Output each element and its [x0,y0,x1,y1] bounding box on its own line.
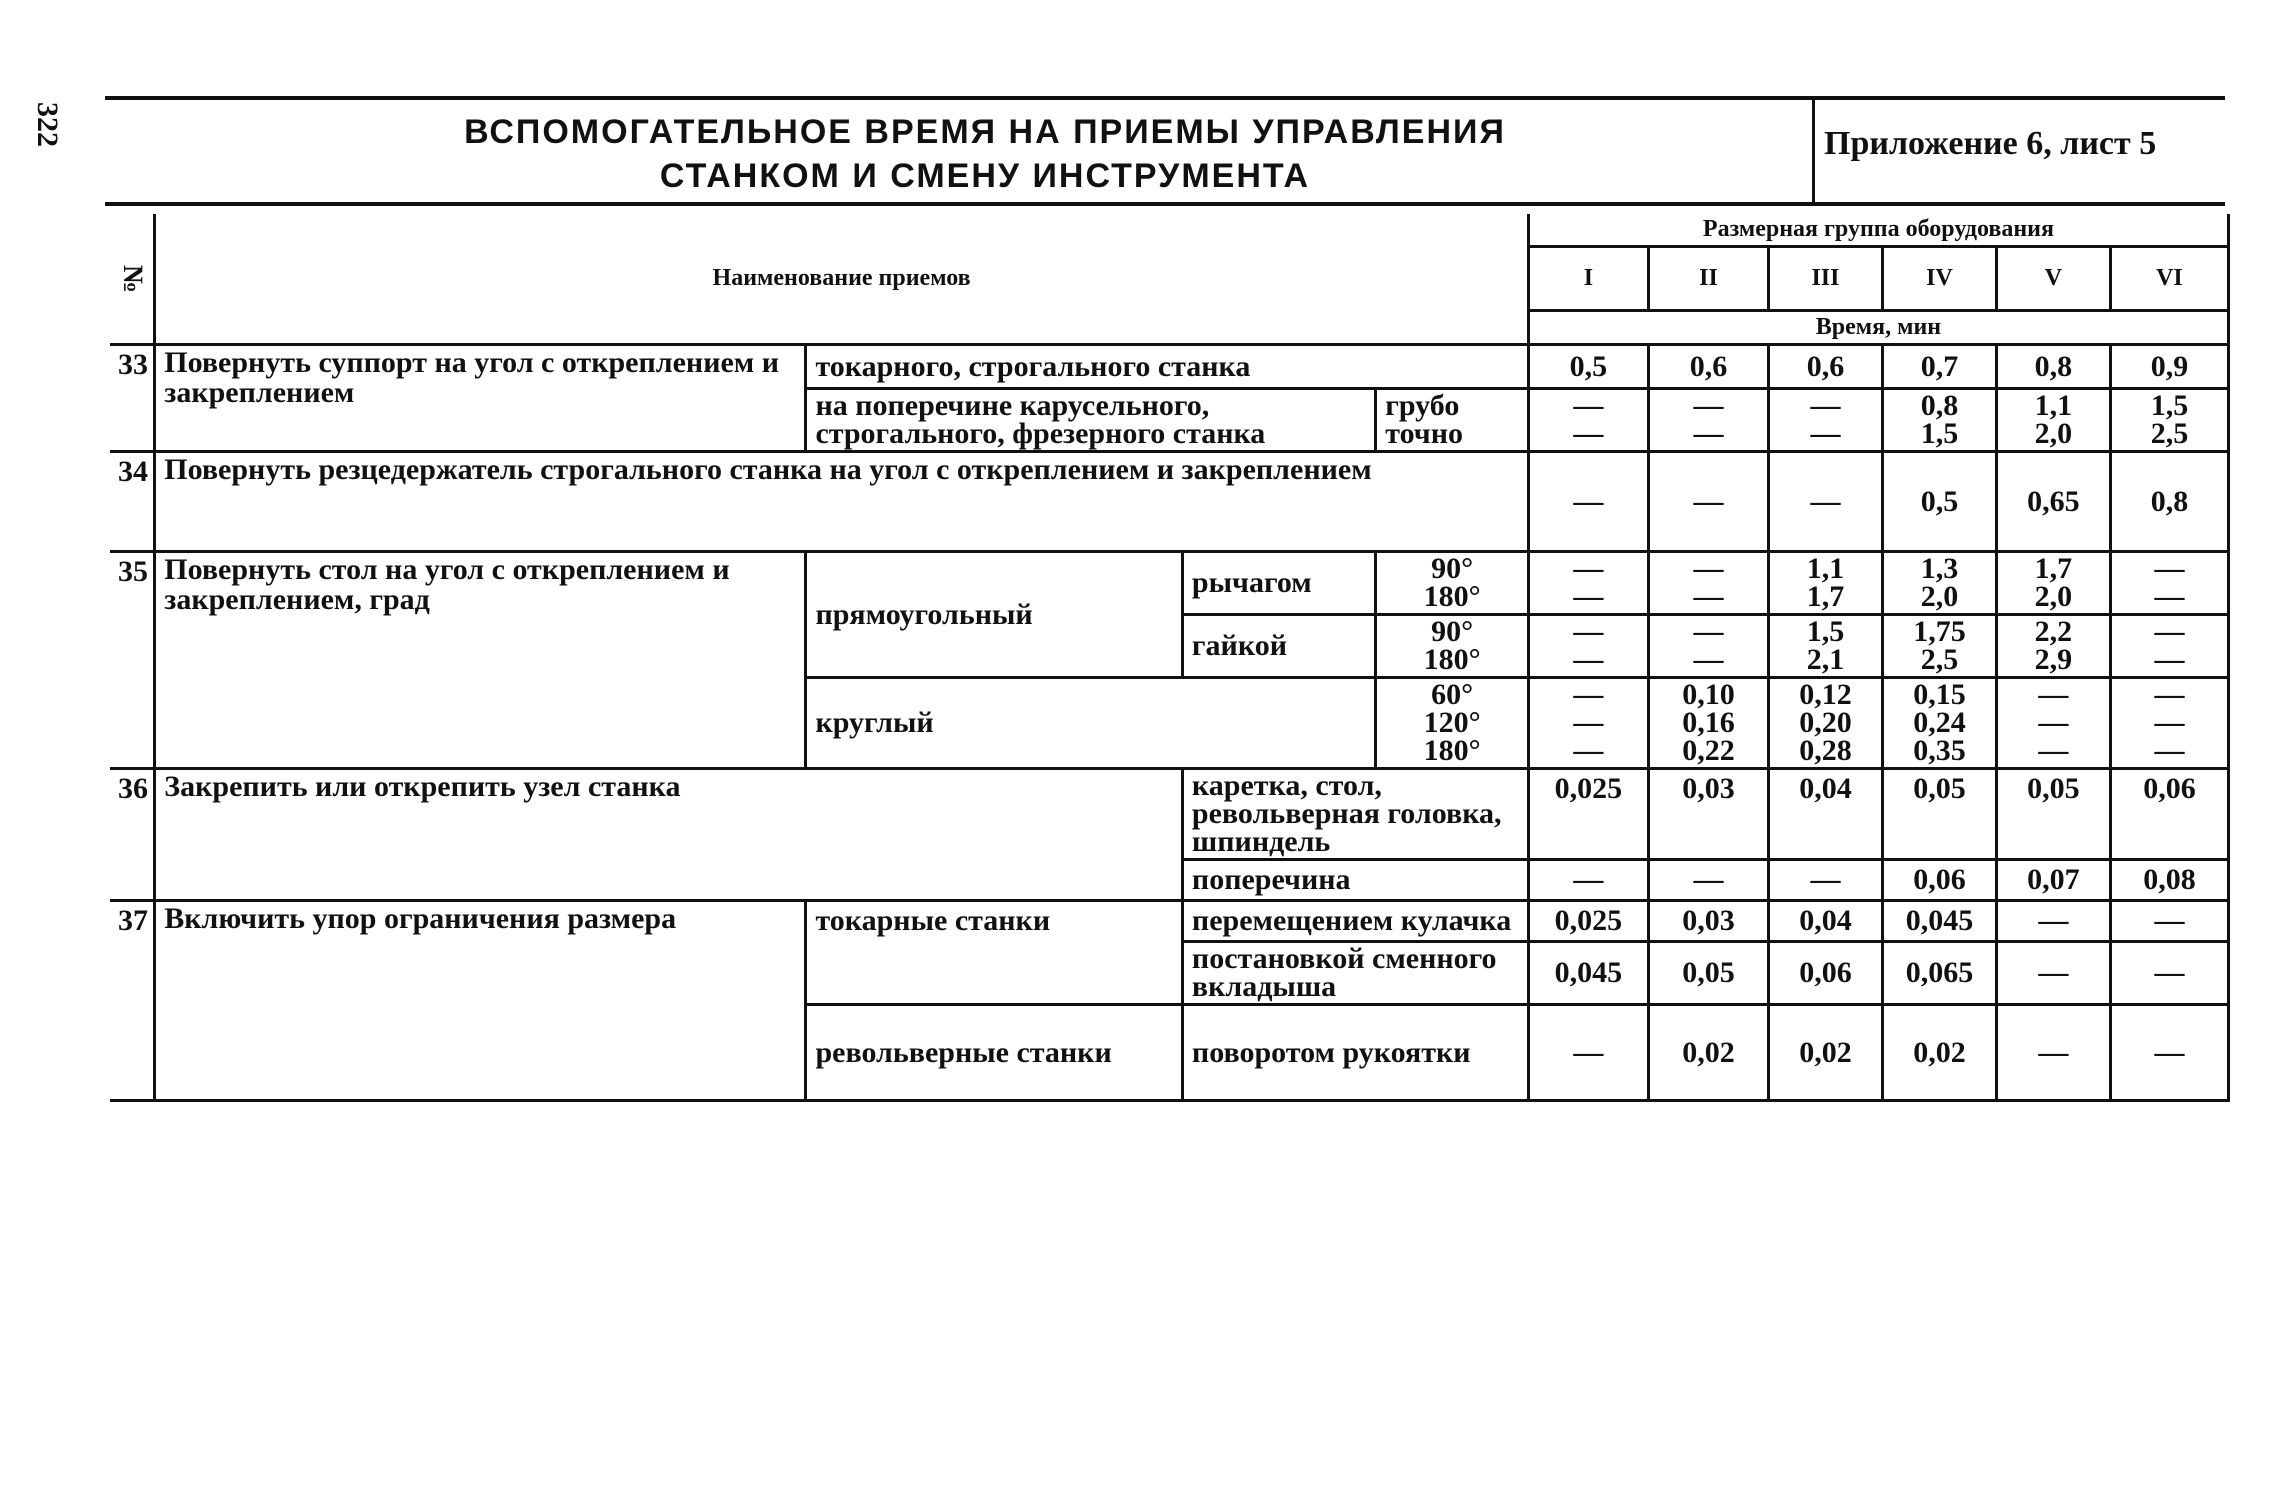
cell: 0,10 [1682,678,1735,711]
cell: 0,6 [1648,345,1768,389]
cell-stack [1996,678,2110,769]
row-37-lathe: токарные станки [806,901,1182,1005]
cell: 0,02 [1648,1005,1768,1101]
row-37-m1: перемещением кулачка [1182,901,1528,942]
cell: 0,08 [2110,860,2228,901]
cell: 0,02 [1882,1005,1996,1101]
title-bottom-rule [105,202,2225,206]
cell: 0,02 [1769,1005,1883,1101]
cell: 0,03 [1648,769,1768,860]
cell: — [1693,615,1724,648]
page-title [280,110,1690,198]
cell-stack [2110,552,2228,615]
cell: 1,5 [1920,417,1959,450]
cell: — [1573,706,1604,739]
cell: 0,045 [1528,942,1648,1005]
row-35-num: 35 [110,552,155,769]
row-35-round: круглый [806,678,1376,769]
cell: 1,7 [1806,580,1845,613]
cell-stack [2110,615,2228,678]
group-2: II [1648,247,1768,311]
row-35-lever [110,552,2229,615]
appendix-label: Приложение 6, лист 5 [1824,125,2157,162]
row-33-name: Повернуть суппорт на угол с откреплением и закреплением [155,345,806,452]
row-37-num: 37 [110,901,155,1101]
cell: 0,5 [1882,452,1996,552]
cell: — [2154,678,2185,711]
cell-stack [1769,389,1883,452]
cell: — [2154,706,2185,739]
cell: — [1648,860,1768,901]
cell-stack [1882,552,1996,615]
row-37-name: Включить упор ограничения размера [155,901,806,1101]
cell-stack [1769,552,1883,615]
cell: — [1648,452,1768,552]
cell: 0,5 [1528,345,1648,389]
angle: 90° [1431,615,1474,648]
row-36-num: 36 [110,769,155,901]
cell: — [2154,615,2185,648]
cell-stack [1882,615,1996,678]
cell: 0,04 [1769,901,1883,942]
row-33-modes [1376,389,1529,452]
cell: 2,5 [1920,643,1959,676]
cell-stack [1648,389,1768,452]
header-num-cell [110,214,155,345]
cell: — [1573,643,1604,676]
mode-fine: точно [1385,417,1464,450]
cell: 0,16 [1682,706,1735,739]
cell-stack [1882,678,1996,769]
cell: — [1693,643,1724,676]
cell: 0,8 [1920,389,1959,422]
cell: 2,0 [2034,417,2073,450]
row-33-num: 33 [110,345,155,452]
cell: 2,1 [1806,643,1845,676]
cell: — [1996,901,2110,942]
cell: 0,24 [1913,706,1966,739]
cell: 0,12 [1799,678,1852,711]
cell: 0,8 [2110,452,2228,552]
cell: 0,06 [2110,769,2228,860]
row-36-c2: поперечина [1182,860,1528,901]
cell: 0,045 [1882,901,1996,942]
cell-stack [1996,552,2110,615]
cell: — [1573,615,1604,648]
row-35-lever: рычагом [1182,552,1375,615]
header-time: Время, мин [1528,311,2228,345]
angle: 180° [1423,580,1481,613]
row-35-nut-angles [1376,615,1529,678]
cell: — [2154,580,2185,613]
cell: — [2110,942,2228,1005]
title-divider [1812,100,1815,202]
header-row-1 [110,214,2229,247]
group-1: I [1528,247,1648,311]
row-37-m3: поворотом рукоятки [1182,1005,1528,1101]
angle: 60° [1431,678,1474,711]
angle: 120° [1423,706,1481,739]
cell: — [1996,1005,2110,1101]
row-33-sub1: токарного, строгального станка [806,345,1528,389]
row-37-m2: постановкой сменного вкладыша [1182,942,1528,1005]
row-37a [110,901,2229,942]
cell: 0,07 [1996,860,2110,901]
row-36a [110,769,2229,860]
cell-stack [2110,678,2228,769]
cell: 2,5 [2150,417,2189,450]
header-group: Размерная группа оборудования [1528,214,2228,247]
time-norms-table [110,214,2230,1102]
cell: 2,9 [2034,643,2073,676]
cell: 1,1 [1806,552,1845,585]
cell-stack [1528,678,1648,769]
cell-stack [1528,552,1648,615]
cell-stack [1996,615,2110,678]
group-5: V [1996,247,2110,311]
cell: 0,05 [1648,942,1768,1005]
cell-stack [1648,552,1768,615]
row-34 [110,452,2229,552]
angle: 180° [1423,643,1481,676]
cell: — [2038,706,2069,739]
cell: 0,03 [1648,901,1768,942]
mode-rough: грубо [1385,389,1460,422]
cell: 0,06 [1769,942,1883,1005]
cell: — [1810,417,1841,450]
cell: — [1810,389,1841,422]
cell: — [2154,734,2185,767]
cell-stack [1996,389,2110,452]
title-line-1: ВСПОМОГАТЕЛЬНОЕ ВРЕМЯ НА ПРИЕМЫ УПРАВЛЕНИЯ [464,113,1506,151]
group-4: IV [1882,247,1996,311]
group-6: VI [2110,247,2228,311]
cell: 0,05 [1996,769,2110,860]
cell: 0,20 [1799,706,1852,739]
cell: — [1573,389,1604,422]
cell: 0,065 [1882,942,1996,1005]
cell: 1,5 [1806,615,1845,648]
cell-stack [1648,615,1768,678]
header-name: Наименование приемов [155,214,1529,345]
cell: 1,1 [2034,389,2073,422]
cell: 1,7 [2034,552,2073,585]
cell: — [1573,580,1604,613]
angle: 90° [1431,552,1474,585]
cell: 0,9 [2110,345,2228,389]
cell: — [1573,417,1604,450]
cell: — [1996,942,2110,1005]
cell: 2,0 [1920,580,1959,613]
row-35-nut: гайкой [1182,615,1375,678]
row-35-name: Повернуть стол на угол с откреплением и закреплением, град [155,552,806,769]
angle: 180° [1423,734,1481,767]
cell: — [1573,552,1604,585]
cell: — [2038,734,2069,767]
row-36-name: Закрепить или открепить узел станка [155,769,1183,901]
cell: 1,75 [1913,615,1966,648]
cell: 1,5 [2150,389,2189,422]
cell: — [1693,417,1724,450]
cell: — [2038,678,2069,711]
row-35-lever-angles [1376,552,1529,615]
title-line-2: СТАНКОМ И СМЕНУ ИНСТРУМЕНТА [659,157,1311,195]
row-35-round-angles [1376,678,1529,769]
cell: 0,025 [1528,901,1648,942]
cell: — [1528,860,1648,901]
cell: 0,35 [1913,734,1966,767]
cell: 0,15 [1913,678,1966,711]
cell: — [1693,389,1724,422]
cell: 0,025 [1528,769,1648,860]
cell: 0,8 [1996,345,2110,389]
cell: 2,0 [2034,580,2073,613]
page-number: 322 [31,102,64,147]
cell: 1,3 [1920,552,1959,585]
cell: 0,65 [1996,452,2110,552]
cell: — [1573,678,1604,711]
cell-stack [2110,389,2228,452]
cell: 0,22 [1682,734,1735,767]
cell: 0,06 [1882,860,1996,901]
cell: 0,28 [1799,734,1852,767]
cell: — [1528,452,1648,552]
cell-stack [1648,678,1768,769]
cell-stack [1769,615,1883,678]
cell: 0,04 [1769,769,1883,860]
cell: — [2110,901,2228,942]
cell: — [1769,452,1883,552]
cell: — [1573,734,1604,767]
cell: — [1528,1005,1648,1101]
cell: — [1769,860,1883,901]
row-33-sub2: на поперечине карусельного, строгального, фрезерного станка [806,389,1376,452]
header-num: № [117,264,149,293]
cell: 0,7 [1882,345,1996,389]
row-34-num: 34 [110,452,155,552]
row-36-c1: каретка, стол, револьверная головка, шпиндель [1182,769,1528,860]
cell: 0,05 [1882,769,1996,860]
cell-stack [1528,389,1648,452]
row-37-turret: револьверные станки [806,1005,1182,1101]
cell-stack [1769,678,1883,769]
top-rule [105,96,2225,100]
row-35-rect: прямоугольный [806,552,1182,678]
cell: — [2110,1005,2228,1101]
cell: — [2154,552,2185,585]
cell: — [1693,552,1724,585]
group-3: III [1769,247,1883,311]
cell: 2,2 [2034,615,2073,648]
cell-stack [1882,389,1996,452]
cell: — [1693,580,1724,613]
cell: — [2154,643,2185,676]
row-33a [110,345,2229,389]
row-34-name: Повернуть резцедержатель строгального станка на угол с откреплением и закреплением [155,452,1529,552]
cell: 0,6 [1769,345,1883,389]
cell-stack [1528,615,1648,678]
